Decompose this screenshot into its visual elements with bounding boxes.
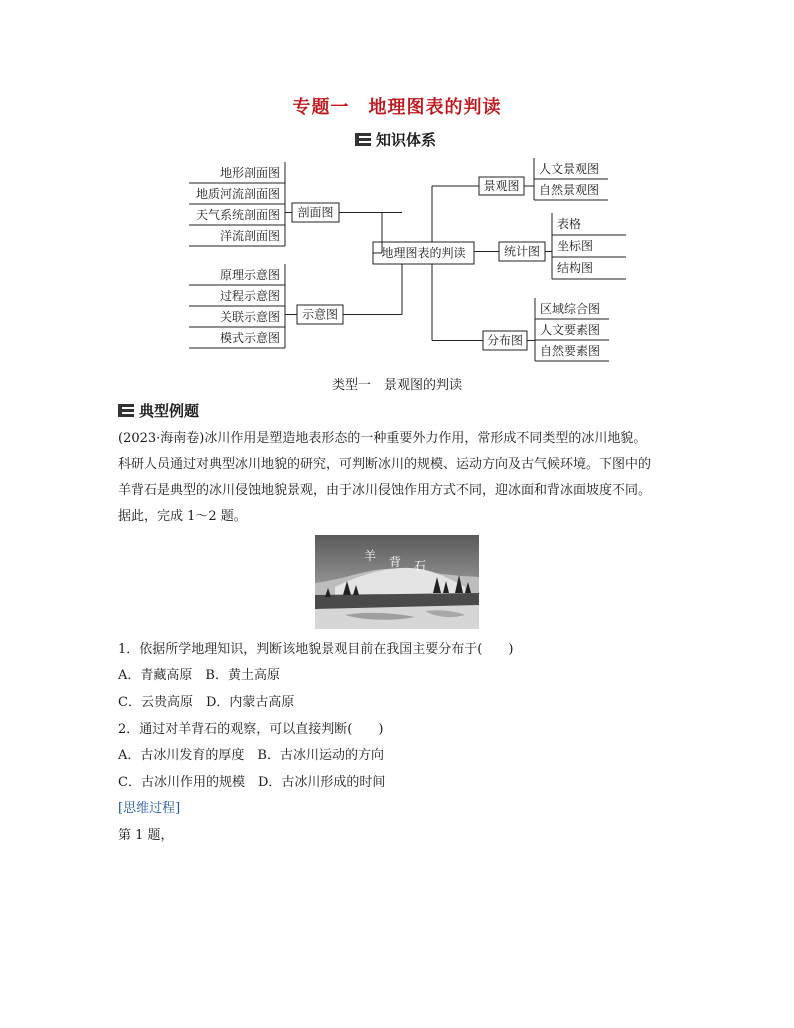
intro-line: 据此，完成 1～2 题。	[118, 509, 247, 524]
mindmap-group-node-label: 分布图	[486, 333, 524, 348]
mindmap-leaf: 关联示意图	[219, 310, 280, 324]
mindmap-leaf: 洋流剖面图	[219, 229, 280, 243]
section-list-icon	[355, 133, 371, 146]
question-2-options: A．古冰川发育的厚度 B．古冰川运动的方向	[118, 748, 384, 763]
mindmap-leaf: 自然要素图	[540, 344, 601, 358]
landscape-image	[315, 535, 479, 629]
intro-line: 科研人员通过对典型冰川地貌的研究，可判断冰川的规模、运动方向及古气候环境。下图中的	[118, 457, 652, 472]
mindmap-group-node-label: 剖面图	[297, 205, 334, 220]
knowledge-section-heading	[355, 129, 436, 150]
photo-label-char: 石	[414, 559, 427, 573]
question-2-stem: 2．通过对羊背石的观察，可以直接判断( )	[118, 722, 384, 737]
question-1-options: C．云贵高原 D．内蒙古高原	[118, 695, 295, 710]
mindmap-group-node	[483, 331, 527, 350]
mindmap-leaf: 过程示意图	[219, 289, 280, 303]
mindmap-leaf: 区域综合图	[540, 302, 601, 316]
knowledge-mindmap	[0, 150, 794, 365]
mindmap-leaf: 自然景观图	[539, 183, 600, 197]
mindmap-leaf: 地形剖面图	[219, 166, 280, 180]
mindmap-leaf: 模式示意图	[219, 331, 280, 345]
mindmap-leaf: 人文要素图	[540, 323, 601, 337]
type-title: 类型一 景观图的判读	[331, 378, 462, 393]
page-title: 专题一 地理图表的判读	[292, 97, 502, 118]
mindmap-group-node-label: 示意图	[301, 307, 339, 322]
knowledge-section-label: 知识体系	[376, 131, 437, 149]
question-intro	[118, 426, 688, 530]
mindmap-leaf: 地质河流剖面图	[195, 187, 280, 201]
example-section-heading	[118, 400, 199, 421]
photo-label-char: 背	[389, 555, 402, 569]
mindmap-leaf: 结构图	[557, 261, 594, 275]
mindmap-group-node	[297, 305, 343, 324]
mindmap-group-node-label: 景观图	[483, 179, 520, 193]
mindmap-leaf: 天气系统剖面图	[195, 208, 280, 222]
mindmap-center-node	[373, 242, 474, 264]
question-1-stem: 1．依据所学地理知识，判断该地貌景观目前在我国主要分布于( )	[118, 642, 514, 657]
mindmap-leaf: 坐标图	[557, 239, 594, 253]
question-1-options: A．青藏高原 B．黄土高原	[118, 668, 280, 683]
section-list-icon	[118, 404, 134, 417]
mindmap-leaf: 原理示意图	[219, 268, 280, 282]
mindmap-group-node-label: 统计图	[503, 244, 541, 259]
mindmap-leaf: 人文景观图	[539, 162, 600, 176]
mindmap-group-node	[292, 203, 339, 222]
mindmap-leaf: 表格	[557, 217, 582, 231]
photo-label-char: 羊	[364, 549, 377, 563]
mindmap-center-node-label: 地理图表的判读	[381, 246, 466, 260]
thinking-process-text: 第 1 题，	[118, 828, 174, 843]
intro-line: 羊背石是典型的冰川侵蚀地貌景观，由于冰川侵蚀作用方式不同，迎冰面和背冰面坡度不同。	[118, 483, 652, 498]
example-section-label: 典型例题	[139, 402, 200, 420]
roche-moutonnee-photo	[315, 535, 479, 629]
mindmap-group-node	[479, 177, 524, 195]
intro-line: (2023·海南卷)冰川作用是塑造地表形态的一种重要外力作用，常形成不同类型的冰川地貌。	[118, 431, 647, 446]
question-2-options: C．古冰川作用的规模 D．古冰川形成的时间	[118, 775, 386, 790]
mindmap-group-node	[499, 242, 545, 261]
thinking-process-label: [思维过程]	[118, 801, 181, 816]
